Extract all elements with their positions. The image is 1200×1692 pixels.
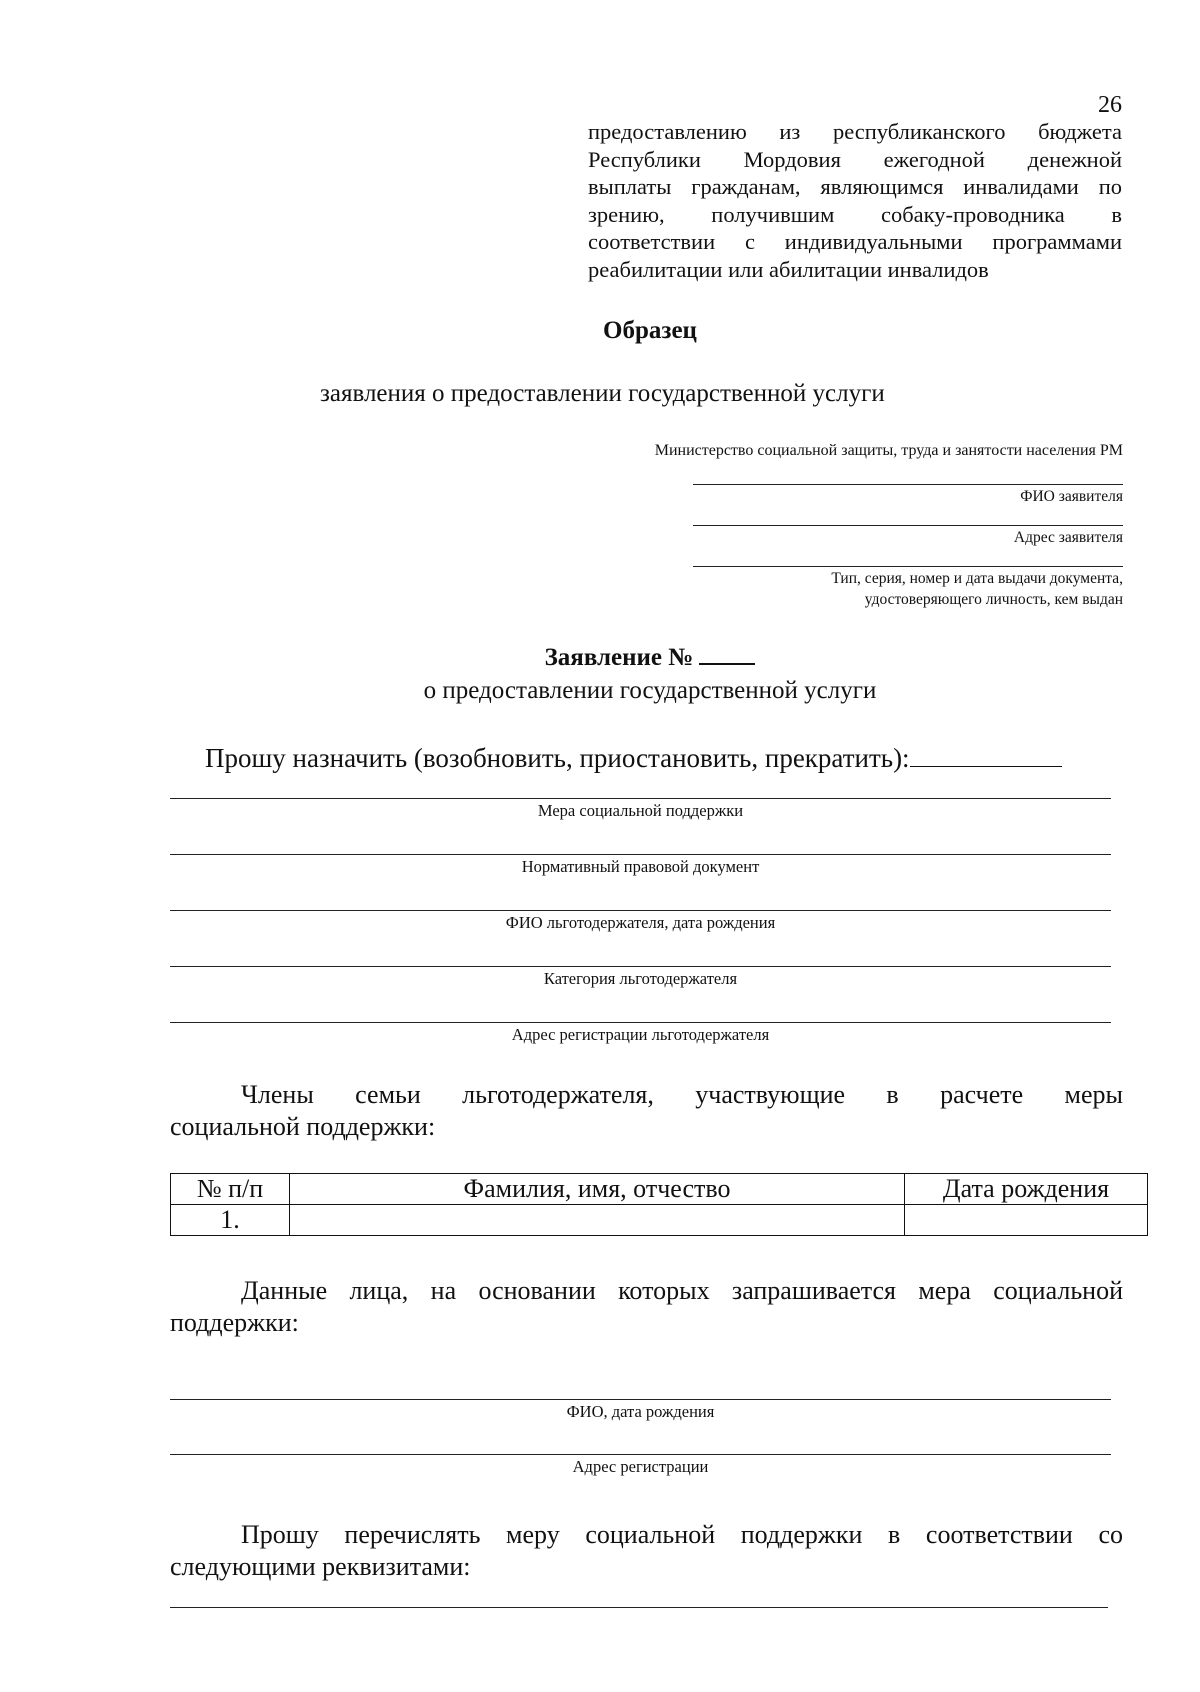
- applicant-name-line: [693, 484, 1123, 485]
- form-field-line: [170, 854, 1111, 855]
- application-title-text: Заявление №: [544, 644, 694, 671]
- transfer-paragraph: [170, 1519, 1123, 1583]
- header-reference-block: [588, 118, 1122, 284]
- form-field-line: [170, 798, 1111, 799]
- header-line: зрению, получившим собаку-проводника в: [588, 201, 1122, 227]
- form-field-line: [170, 1607, 1108, 1608]
- table-row: [171, 1205, 1148, 1236]
- form-field-caption: Адрес регистрации льготодержателя: [511, 1025, 770, 1044]
- addressee: Министерство социальной защиты, труда и занятости населения РМ: [654, 442, 1123, 459]
- applicant-address-line: [693, 525, 1123, 526]
- application-title: [0, 643, 1200, 672]
- form-field-line: [170, 1454, 1111, 1455]
- person-paragraph: [170, 1275, 1123, 1339]
- table-header-cell: № п/п: [171, 1174, 290, 1205]
- applicant-document-line: [693, 566, 1123, 567]
- form-field-caption: ФИО льготодержателя, дата рождения: [505, 913, 776, 932]
- request-text: Прошу назначить (возобновить, приостановить, прекратить):: [205, 743, 910, 773]
- form-field-line: [170, 966, 1111, 967]
- header-line: Республики Мордовия ежегодной денежной: [588, 146, 1122, 172]
- paragraph-line: следующими реквизитами:: [170, 1552, 471, 1581]
- form-field-caption: ФИО, дата рождения: [566, 1402, 715, 1421]
- paragraph-line: Прошу перечислять меру социальной поддержки в соответствии со: [241, 1520, 1123, 1549]
- header-line: соответствии с индивидуальными программами: [588, 229, 1122, 255]
- header-line: предоставлению из республиканского бюджета: [588, 119, 1122, 144]
- sample-subtitle: заявления о предоставлении государственной услуги: [320, 380, 885, 407]
- form-field-line: [170, 910, 1111, 911]
- form-field-caption: Категория льготодержателя: [543, 969, 738, 988]
- applicant-document-caption: Тип, серия, номер и дата выдачи документа,: [831, 570, 1123, 587]
- table-cell: [290, 1205, 905, 1236]
- page-number: 26: [1098, 92, 1122, 118]
- form-field-caption: Мера социальной поддержки: [537, 801, 744, 820]
- table-header-row: [171, 1174, 1148, 1205]
- family-paragraph: [170, 1079, 1123, 1143]
- applicant-name-caption: ФИО заявителя: [1020, 488, 1123, 505]
- form-field-caption: Нормативный правовой документ: [521, 857, 760, 876]
- form-field-caption: Адрес регистрации: [572, 1457, 709, 1476]
- paragraph-line: поддержки:: [170, 1308, 299, 1337]
- application-number-blank: [699, 643, 755, 665]
- applicant-address-caption: Адрес заявителя: [1013, 529, 1123, 546]
- application-subtitle: о предоставлении государственной услуги: [423, 677, 877, 704]
- paragraph-line: социальной поддержки:: [170, 1112, 436, 1141]
- table-header-cell: Фамилия, имя, отчество: [290, 1174, 905, 1205]
- applicant-document-caption: удостоверяющего личность, кем выдан: [864, 591, 1123, 608]
- form-field-line: [170, 1399, 1111, 1400]
- paragraph-line: Члены семьи льготодержателя, участвующие в расчете меры: [241, 1080, 1123, 1109]
- family-members-table: [170, 1173, 1148, 1236]
- request-blank: [910, 744, 1062, 767]
- paragraph-line: Данные лица, на основании которых запрашивается мера социальной: [241, 1276, 1123, 1305]
- table-header-cell: Дата рождения: [905, 1174, 1148, 1205]
- form-field-line: [170, 1022, 1111, 1023]
- request-line: [205, 743, 1062, 774]
- header-line: выплаты гражданам, являющимся инвалидами по: [588, 174, 1122, 200]
- table-cell: [905, 1205, 1148, 1236]
- header-line: реабилитации или абилитации инвалидов: [588, 256, 989, 282]
- sample-title: Образец: [603, 317, 697, 344]
- table-cell: 1.: [171, 1205, 290, 1236]
